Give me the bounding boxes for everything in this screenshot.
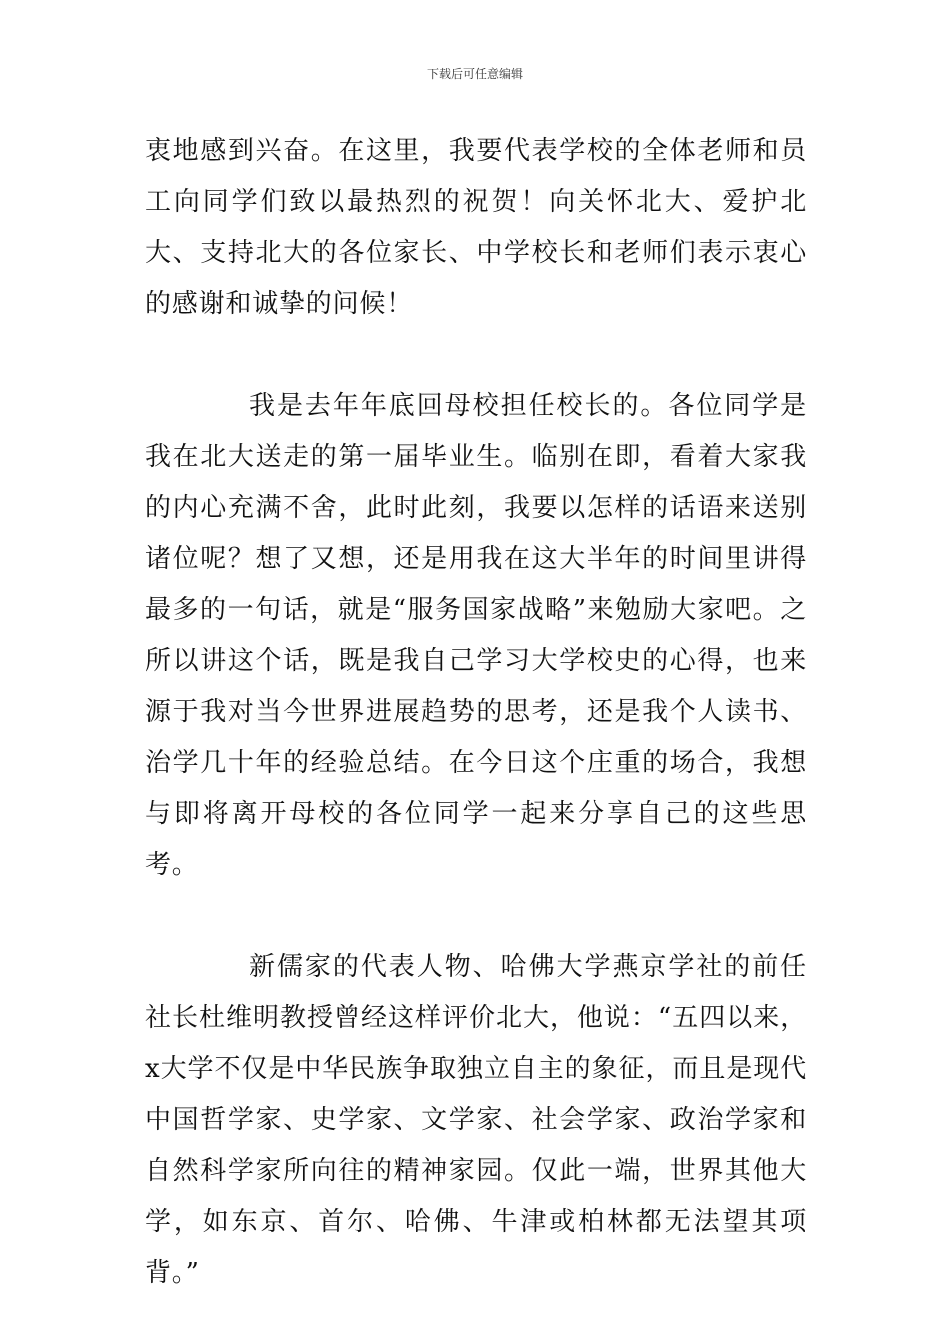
paragraph-2: 我是去年年底回母校担任校长的。各位同学是我在北大送走的第一届毕业生。临别在即，看着大家我的内心充满不舍，此时此刻，我要以怎样的话语来送别诸位呢？想了又想，还是用我在这大半年的时间里讲得最多的一句话，就是“服务国家战略”来勉励大家吧。之所以讲这个话，既是我自己学习大学校史的心得，也来源于我对当今世界进展趋势的思考，还是我个人读书、治学几十年的经验总结。在今日这个庄重的场合，我想与即将离开母校的各位同学一起来分享自己的这些思考。	[145, 391, 807, 880]
document-body	[145, 126, 807, 1299]
page-header: 下载后可任意编辑	[426, 67, 523, 81]
paragraph-1: 衷地感到兴奋。在这里，我要代表学校的全体老师和员工向同学们致以最热烈的祝贺！向关怀北大、爱护北大、支持北大的各位家长、中学校长和老师们表示衷心的感谢和诚挚的问候！	[145, 136, 807, 319]
paragraph-3: 新儒家的代表人物、哈佛大学燕京学社的前任社长杜维明教授曾经这样评价北大，他说：“五四以来，x大学不仅是中华民族争取独立自主的象征，而且是现代中国哲学家、史学家、文学家、社会学家、政治学家和自然科学家所向往的精神家园。仅此一端，世界其他大学，如东京、首尔、哈佛、牛津或柏林都无法望其项背。”	[145, 952, 807, 1288]
paragraph-gap	[145, 330, 807, 381]
paragraph-gap	[145, 891, 807, 942]
